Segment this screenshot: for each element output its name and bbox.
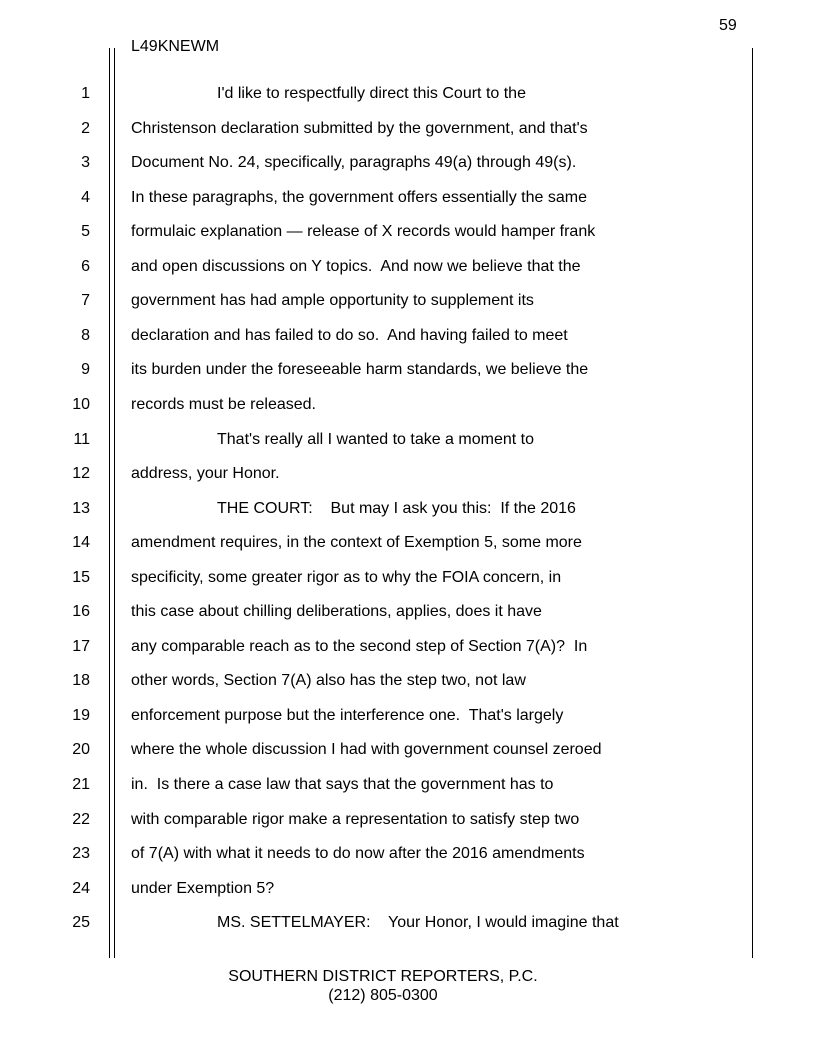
- line-text: declaration and has failed to do so. And having failed to meet: [131, 326, 568, 344]
- transcript-line: [0, 534, 816, 568]
- transcript-line: [0, 569, 816, 603]
- line-text: I'd like to respectfully direct this Court to the: [217, 85, 526, 102]
- transcript-line: [0, 396, 816, 430]
- line-number: 4: [81, 188, 90, 206]
- line-text: in. Is there a case law that says that the government has to: [131, 776, 554, 793]
- transcript-line: [0, 707, 816, 741]
- line-number: 12: [72, 465, 90, 483]
- line-number: 1: [81, 85, 90, 102]
- transcript-line: [0, 914, 816, 948]
- line-text: THE COURT: But may I ask you this: If the 2016: [217, 499, 576, 517]
- line-text: this case about chilling deliberations, applies, does it have: [131, 603, 542, 621]
- transcript-line: [0, 189, 816, 223]
- line-text: Christenson declaration submitted by the government, and that's: [131, 119, 588, 137]
- line-number: 17: [72, 637, 90, 655]
- line-text: other words, Section 7(A) also has the step two, not law: [131, 672, 526, 690]
- line-number: 19: [72, 706, 90, 724]
- transcript-line: [0, 120, 816, 154]
- line-number: 13: [72, 499, 90, 517]
- transcript-line: [0, 880, 816, 914]
- line-number: 20: [72, 741, 90, 759]
- line-text: any comparable reach as to the second step of Section 7(A)? In: [131, 637, 588, 655]
- transcript-line: [0, 672, 816, 706]
- line-number: 9: [81, 361, 90, 379]
- transcript-line: [0, 258, 816, 292]
- line-text: under Exemption 5?: [131, 879, 275, 897]
- line-text: its burden under the foreseeable harm standards, we believe the: [131, 361, 589, 379]
- page-number: 59: [719, 17, 737, 34]
- line-text: address, your Honor.: [131, 465, 280, 483]
- line-number: 25: [72, 914, 90, 932]
- line-number: 18: [72, 672, 90, 690]
- line-number: 8: [81, 326, 90, 344]
- transcript-line: [0, 361, 816, 395]
- line-text: and open discussions on Y topics. And now we believe that the: [131, 257, 581, 275]
- line-number: 14: [72, 534, 90, 552]
- transcript-line: [0, 845, 816, 879]
- line-text: amendment requires, in the context of Exemption 5, some more: [131, 534, 582, 552]
- line-text: records must be released.: [131, 395, 316, 413]
- transcript-line: [0, 741, 816, 775]
- line-text: That's really all I wanted to take a moment to: [217, 430, 534, 448]
- transcript-line: [0, 154, 816, 188]
- transcript-line: [0, 776, 816, 810]
- line-number: 16: [72, 603, 90, 621]
- transcript-line: [0, 431, 816, 465]
- transcript-line: [0, 638, 816, 672]
- transcript-line: [0, 500, 816, 534]
- case-code: L49KNEWM: [131, 38, 220, 55]
- transcript-line: [0, 223, 816, 257]
- line-number: 3: [81, 154, 90, 172]
- line-number: 23: [72, 845, 90, 863]
- line-text: MS. SETTELMAYER: Your Honor, I would imagine that: [217, 914, 619, 932]
- line-number: 10: [72, 395, 90, 413]
- line-text: formulaic explanation — release of X records would hamper frank: [131, 223, 596, 241]
- footer-phone: (212) 805-0300: [328, 987, 438, 1004]
- line-number: 6: [81, 257, 90, 275]
- transcript-line: [0, 85, 816, 119]
- line-text: of 7(A) with what it needs to do now after the 2016 amendments: [131, 845, 585, 863]
- transcript-line: [0, 465, 816, 499]
- line-number: 2: [81, 119, 90, 137]
- line-text: enforcement purpose but the interference one. That's largely: [131, 706, 564, 724]
- line-number: 24: [72, 879, 90, 897]
- transcript-line: [0, 811, 816, 845]
- line-text: where the whole discussion I had with government counsel zeroed: [131, 741, 602, 759]
- transcript-line: [0, 292, 816, 326]
- line-number: 11: [73, 430, 90, 448]
- line-text: government has had ample opportunity to supplement its: [131, 292, 534, 310]
- line-text: In these paragraphs, the government offers essentially the same: [131, 188, 587, 206]
- footer-company: SOUTHERN DISTRICT REPORTERS, P.C.: [228, 968, 538, 985]
- line-number: 22: [72, 810, 90, 828]
- line-number: 15: [72, 568, 90, 586]
- line-text: specificity, some greater rigor as to why the FOIA concern, in: [131, 568, 562, 586]
- line-number: 7: [81, 292, 90, 310]
- line-text: Document No. 24, specifically, paragraphs 49(a) through 49(s).: [131, 154, 577, 172]
- line-number: 5: [81, 223, 90, 241]
- line-number: 21: [72, 776, 90, 793]
- transcript-line: [0, 327, 816, 361]
- transcript-line: [0, 603, 816, 637]
- line-text: with comparable rigor make a representation to satisfy step two: [131, 810, 580, 828]
